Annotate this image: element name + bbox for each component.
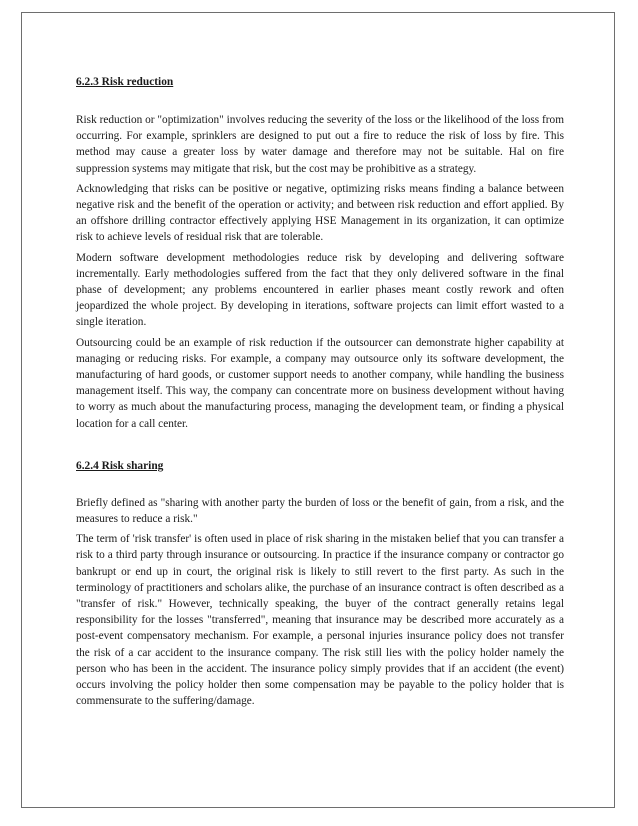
- paragraph-risk-sharing-definition: Briefly defined as "sharing with another party the burden of loss or the benefit of gain, from a risk, and the measures to reduce a risk.": [76, 496, 564, 526]
- section-heading-risk-sharing: 6.2.4 Risk sharing: [76, 459, 164, 472]
- section-heading-risk-reduction: 6.2.3 Risk reduction: [76, 76, 174, 88]
- document-body: [76, 74, 564, 714]
- paragraph-software-methodologies: Modern software development methodologies reduce risk by developing and delivering software incrementally. Early methodologies suffered from the fact that they only delivered software in the final phase of development; any problems encountered in earlier phases meant costly rework and often jeopardized the whole project. By developing in iterations, software projects can limit effort wasted to a single iteration.: [76, 251, 564, 329]
- paragraph-risk-reduction-definition: Risk reduction or "optimization" involves reducing the severity of the loss or the likelihood of the loss from occurring. For example, sprinklers are designed to put out a fire to reduce the risk of loss by fire. This method may cause a greater loss by water damage and therefore may not be suitable. Hal on fire suppression systems may mitigate that risk, but the cost may be prohibitive as a strategy.: [76, 114, 564, 175]
- paragraph-outsourcing: Outsourcing could be an example of risk reduction if the outsourcer can demonstrate higher capability at managing or reducing risks. For example, a company may outsource only its software development, the manufacturing of hard goods, or customer support needs to another company, while handling the business management itself. This way, the company can concentrate more on business development without having to worry as much about the manufacturing process, managing the development team, or finding a physical location for a call center.: [76, 336, 564, 430]
- paragraph-risk-transfer: The term of 'risk transfer' is often used in place of risk sharing in the mistaken belief that you can transfer a risk to a third party through insurance or outsourcing. In practice if the insurance company or contractor go bankrupt or end up in court, the original risk is likely to still revert to the first party. As such in the terminology of practitioners and scholars alike, the purchase of an insurance contract is often described as a "transfer of risk." However, technically speaking, the buyer of the contract generally retains legal responsibility for the losses "transferred", meaning that insurance may be described more accurately as a post-event compensatory mechanism. For example, a personal injuries insurance policy does not transfer the risk of a car accident to the insurance company. The risk still lies with the policy holder namely the person who has been in the accident. The insurance policy simply provides that if an accident (the event) occurs involving the policy holder then some compensation may be payable to the policy holder that is commensurate to the suffering/damage.: [76, 533, 564, 708]
- paragraph-optimizing-risks: Acknowledging that risks can be positive or negative, optimizing risks means finding a balance between negative risk and the benefit of the operation or activity; and between risk reduction and effort applied. By an offshore drilling contractor effectively applying HSE Management in its organization, it can optimize risk to achieve levels of residual risk that are tolerable.: [76, 182, 564, 244]
